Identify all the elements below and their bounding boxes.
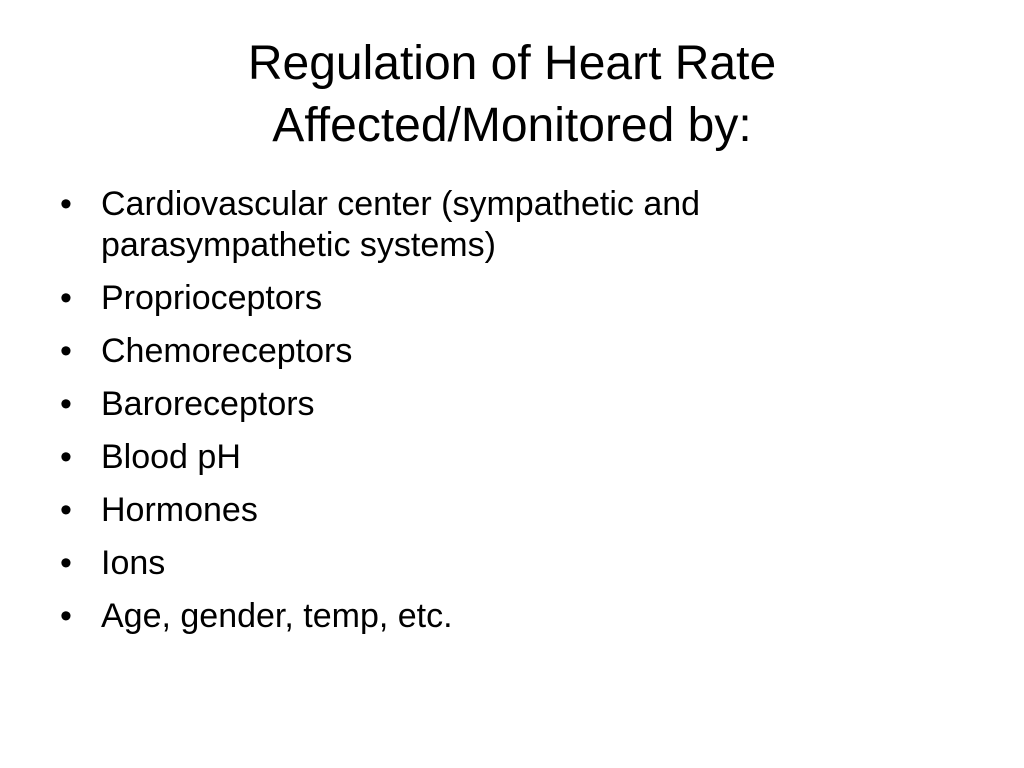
bullet-dot: • (60, 544, 72, 582)
bullet-item-ions (58, 543, 958, 584)
bullet-item-hormones (58, 490, 958, 531)
bullet-text-line: Baroreceptors (101, 385, 315, 423)
bullet-dot: • (60, 491, 72, 529)
bullet-text-line: Blood pH (101, 438, 241, 476)
bullet-item-chemoreceptors (58, 331, 958, 372)
bullet-text-line: Proprioceptors (101, 279, 323, 317)
bullet-item-baroreceptors (58, 384, 958, 425)
bullet-dot: • (60, 332, 72, 370)
bullet-dot: • (60, 385, 72, 423)
bullet-text-line: parasympathetic systems) (101, 226, 496, 264)
slide-title-line-2: Affected/Monitored by: (272, 99, 752, 152)
bullet-list (58, 184, 958, 649)
bullet-dot: • (60, 185, 72, 223)
bullet-dot: • (60, 438, 72, 476)
bullet-dot: • (60, 279, 72, 317)
bullet-text-line: Hormones (101, 491, 258, 529)
bullet-dot: • (60, 597, 72, 635)
bullet-text-line: Age, gender, temp, etc. (101, 597, 453, 635)
bullet-text-line: Cardiovascular center (sympathetic and (101, 185, 701, 223)
bullet-item-cardiovascular-center (58, 184, 958, 266)
slide-title-line-1: Regulation of Heart Rate (247, 37, 777, 90)
bullet-text-line: Ions (101, 544, 166, 582)
bullet-text-line: Chemoreceptors (101, 332, 353, 370)
slide-title (0, 33, 1024, 157)
bullet-item-age-gender-temp (58, 596, 958, 637)
bullet-item-proprioceptors (58, 278, 958, 319)
bullet-item-blood-ph (58, 437, 958, 478)
